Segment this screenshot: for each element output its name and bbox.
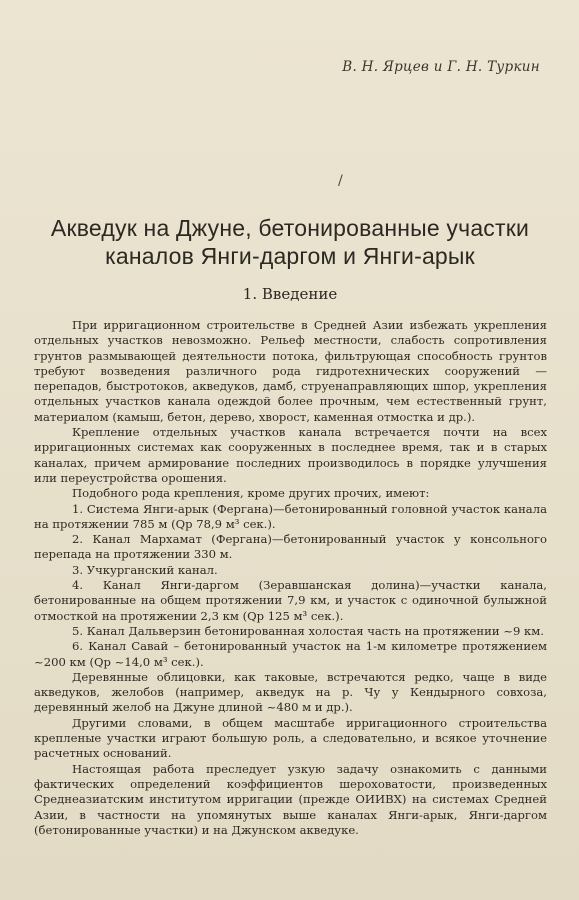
paragraph-role: Другими словами, в общем масштабе ирригационного строительства крепленые участки играют большую роль, а следовательно, и всякое уточнение расчетных оснований.: [34, 715, 547, 761]
article-title: Акведук на Джуне, бетонированные участки каналов Янги-даргом и Янги-арык: [50, 215, 530, 269]
list-item-6: 6. Канал Савай – бетонированный участок на 1-м километре протяжением ~200 км (Qр ~14,0 м³ сек.).: [34, 639, 547, 669]
list-item-2: 2. Канал Мархамат (Фергана)—бетонированный участок у консольного перепада на протяжении 330 м.: [34, 532, 547, 562]
article-body: [34, 318, 547, 838]
list-item-3: 3. Учкурганский канал.: [72, 562, 218, 577]
authors-line: В. Н. Ярцев и Г. Н. Туркин: [342, 59, 540, 75]
list-item-5: 5. Канал Дальверзин бетонированная холостая часть на протяжении ~9 км.: [72, 623, 544, 638]
handwritten-mark: /: [338, 173, 343, 189]
paragraph-fastening: Крепление отдельных участков канала встречается почти на всех ирригационных системах как сооруженных в последнее время, так и в старых каналах, причем армирование последних производилось в порядке улучшения или переустройства орошения.: [34, 425, 547, 485]
list-item-1: 1. Система Янги-арык (Фергана)—бетонированный головной участок канала на протяжении 785 м (Qр 78,9 м³ сек.).: [34, 501, 547, 531]
paragraph-wooden: Деревянные облицовки, как таковые, встречаются редко, чаще в виде акведуков, желобов (например, акведук на р. Чу у Кендырного совхоза, деревянный желоб на Джуне длиной ~480 м и др.).: [34, 669, 547, 715]
section-heading: 1. Введение: [242, 285, 338, 303]
paragraph-purpose: Настоящая работа преследует узкую задачу ознакомить с данными фактических определений коэффициентов шероховатости, произведенных Среднеазиатским институтом ирригации (прежде ОИИВХ) на системах Средней Азии, в частности на упомянутых выше каналах Янги-арык, Янги-даргом (бетонированные участки) и на Джунском акведуке.: [34, 761, 547, 837]
paragraph-list-lead: Подобного рода крепления, кроме других прочих, имеют:: [72, 486, 430, 501]
paragraph-intro: При ирригационном строительстве в Средней Азии избежать укрепления отдельных участков невозможно. Рельеф местности, слабость сопротивления грунтов размывающей деятельности потока, фильтрующая способность грунтов требуют возведения различного рода гидротехнических сооружений — перепадов, быстротоков, акведуков, дамб, струенаправляющих шпор, укрепления отдельных участков канала одеждой более прочным, чем естественный грунт, материалом (камыш, бетон, дерево, хворост, каменная отмостка и др.).: [34, 318, 547, 424]
list-item-4: 4. Канал Янги-даргом (Зеравшанская долина)—участки канала, бетонированные на общем протяжении 7,9 км, и участок с одиночной булыжной отмосткой на протяжении 2,3 км (Qр 125 м³ сек.).: [34, 578, 547, 623]
